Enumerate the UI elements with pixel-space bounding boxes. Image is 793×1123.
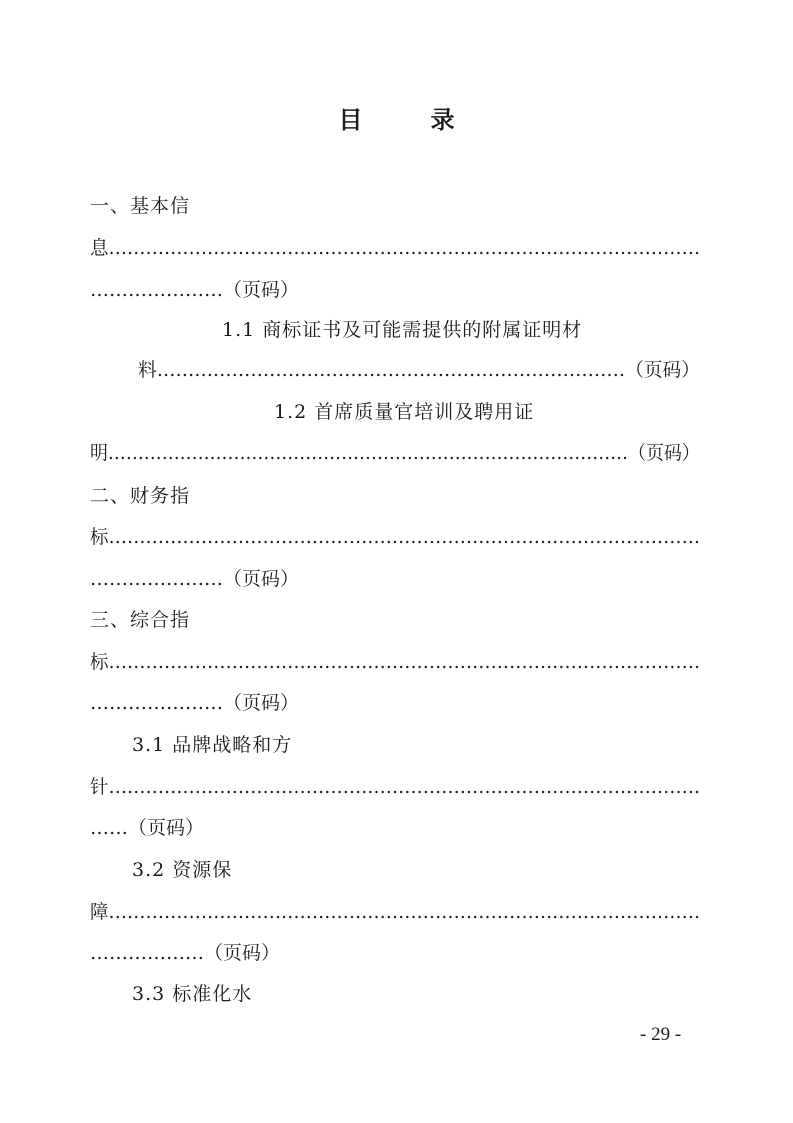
toc-item-3-3-heading: 3.3 标准化水 (132, 983, 253, 1005)
toc-section-2-page: …………………（页码） (90, 568, 300, 590)
toc-item-3-2-heading: 3.2 资源保 (132, 859, 233, 881)
toc-item-3-2-page: ………………（页码） (90, 942, 281, 964)
toc-section-1-leader: 息…………………………………………………………………………………… (90, 237, 701, 259)
toc-section-3-leader: 标…………………………………………………………………………………… (90, 651, 701, 673)
toc-section-3-heading: 三、综合指 (90, 609, 191, 631)
toc-item-1-1-leader: 料…………………………………………………………………（页码） (138, 359, 701, 381)
toc-item-1-2-heading: 1.2 首席质量官培训及聘用证 (274, 401, 535, 423)
toc-item-1-1-heading: 1.1 商标证书及可能需提供的附属证明材 (222, 319, 583, 341)
toc-section-2-leader: 标…………………………………………………………………………………… (90, 526, 701, 548)
toc-section-3-page: …………………（页码） (90, 692, 300, 714)
toc-section-1-page: …………………（页码） (90, 279, 300, 301)
toc-item-3-1-heading: 3.1 品牌战略和方 (132, 734, 293, 756)
page-title: 目 录 (338, 105, 477, 134)
toc-item-3-2-leader: 障…………………………………………………………………………………… (90, 901, 701, 923)
toc-section-2-heading: 二、财务指 (90, 485, 191, 507)
toc-section-1-heading: 一、基本信 (90, 195, 191, 217)
page-number: - 29 - (640, 1024, 682, 1045)
toc-item-1-2-leader: 明……………………………………………………………………………（页码） (90, 442, 700, 464)
toc-item-3-1-leader: 针…………………………………………………………………………………… (90, 776, 701, 798)
toc-item-3-1-page: ……（页码） (90, 817, 205, 839)
